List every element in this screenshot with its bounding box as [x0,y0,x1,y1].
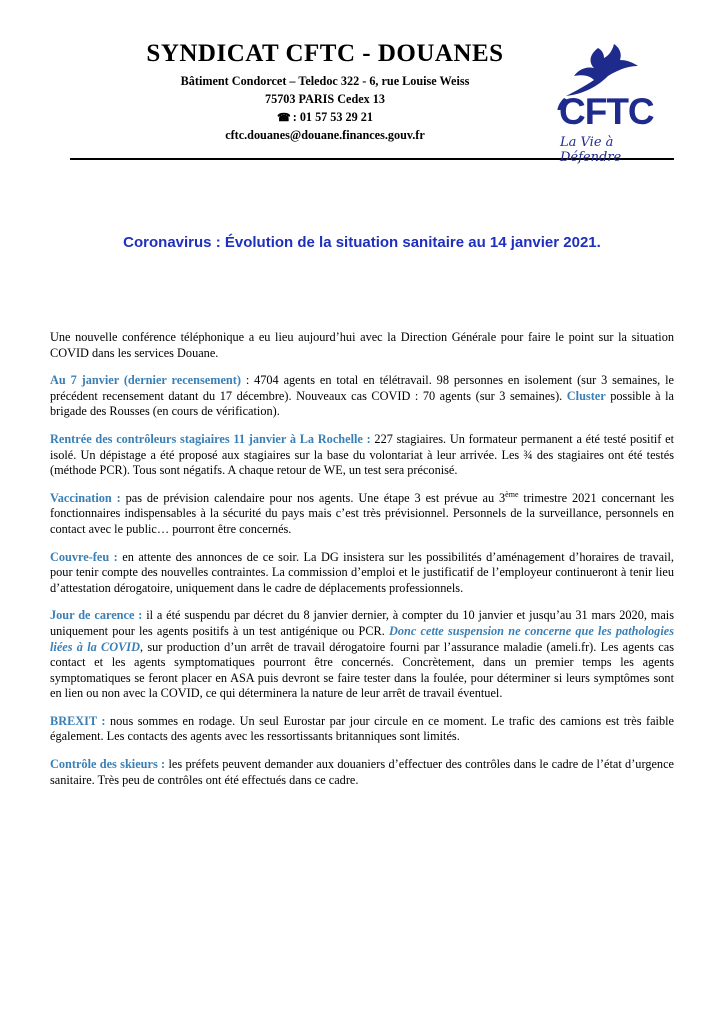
text-vaccination-a: pas de prévision calendaire pour nos agents. Une étape 3 est prévue au 3 [120,490,506,505]
heading-recensement: Au 7 janvier (dernier recensement) [50,373,241,388]
text-recensement-a: : 4704 agents en total en télétravail. 98 personnes en isolement (sur 3 semaines, le précédent recensement datant du 17 décembre). Nouveaux cas COVID : 70 agents (sur 3 semaines). [50,373,674,403]
org-title: SYNDICAT CFTC - DOUANES [146,40,504,67]
address-line-2: 75703 PARIS Cedex 13 [265,92,385,106]
text-skieurs: les préfets peuvent demander aux douaniers d’effectuer des contrôles dans le cadre de l’état d’urgence sanitaire. Très peu de contrôles ont été effectués dans ce cadre. [50,757,674,787]
phone-line [110,110,540,125]
paragraph-brexit [50,714,674,745]
document-title: Coronavirus : Évolution de la situation sanitaire au 14 janvier 2021. [123,234,601,251]
address-line-1: Bâtiment Condorcet – Teledoc 322 - 6, rue Louise Weiss [180,74,470,88]
paragraph-skieurs [50,757,674,788]
phone-icon: ☎ [277,112,291,124]
logo-text: CFTC [559,91,654,132]
intro-text: Une nouvelle conférence téléphonique a eu lieu aujourd’hui avec la Direction Générale pour faire le point sur la situation COVID dans les services Douane. [50,330,674,360]
text-vaccination-b: trimestre 2021 concernant les fonctionnaires indispensables à la sécurité du pays mais c’est très prévisionnel. Personnels de la surveillance, personnels en contact avec le public… pourront être concernés. [50,490,674,536]
cftc-logo [528,40,678,165]
paragraph-carence [50,608,674,702]
heading-brexit: BREXIT : [50,713,106,728]
letterhead [70,40,674,165]
heading-carence: Jour de carence : [50,608,143,623]
superscript-eme: ème [505,489,519,499]
paragraph-recensement [50,373,674,420]
heading-skieurs: Contrôle des skieurs : [50,757,166,772]
emphasis-covid: Donc cette suspension ne concerne que les pathologies liées à la COVID [50,623,674,654]
paragraph-couvre-feu [50,550,674,597]
document-body [50,330,674,800]
heading-vaccination: Vaccination : [50,490,121,505]
text-brexit: nous sommes en rodage. Un seul Eurostar par jour circule en ce moment. Le trafic des camions est très faible également. Les contacts des agents avec les ressortissants britanniques sont limités. [50,713,674,744]
logo-slogan: La Vie à Défendre [560,135,622,165]
phone-number: : 01 57 53 29 21 [292,110,373,124]
heading-stagiaires: Rentrée des contrôleurs stagiaires 11 janvier à La Rochelle : [50,431,371,446]
text-recensement-b: possible à la brigade des Rousses (en cours de vérification). [50,388,674,419]
text-stagiaires: 227 stagiaires. Un formateur permanent a été testé positif et isolé. Un dépistage a été proposé aux stagiaires sur la base du volontariat à leur arrivée. Les ¾ des stagiaires ont été testés (méthode PCR). Tous sont négatifs. A chaque retour de WE, un test sera préconisé. [50,431,674,478]
heading-couvre-feu: Couvre-feu : [50,549,118,564]
email-address: cftc.douanes@douane.finances.gouv.fr [225,128,425,142]
paragraph-intro [50,330,674,361]
text-couvre-feu: en attente des annonces de ce soir. La DG insistera sur les possibilités d’aménagement d’horaires de travail, pour tenir compte des nouvelles contraintes. La commission d’emploi et le justificatif de l’employeur continueront à tenir lieu d’attestation dérogatoire, uniquement dans le cadre de déplacements professionnels. [50,549,674,595]
text-carence-b: , sur production d’un arrêt de travail dérogatoire fourni par l’assurance maladie (ameli.fr). Les agents cas contact et les agents symptomatiques pourront être concernés. Concrètement, dans un premier temps les agents symptomatiques se feront placer en ASA puis devront se faire tester dans la foulée, pour déterminer si leurs symptômes sont en lien ou non avec la COVID, ce qui déterminera la nature de leur arrêt de travail éventuel. [50,639,674,701]
keyword-cluster: Cluster [566,388,606,403]
paragraph-vaccination [50,491,674,538]
paragraph-stagiaires [50,432,674,479]
text-carence-a: il a été suspendu par décret du 8 janvier dernier, à compter du 10 janvier et jusqu’au 31 mars 2020, mais uniquement pour les agents positifs à un test antigénique ou PCR. [50,608,674,638]
